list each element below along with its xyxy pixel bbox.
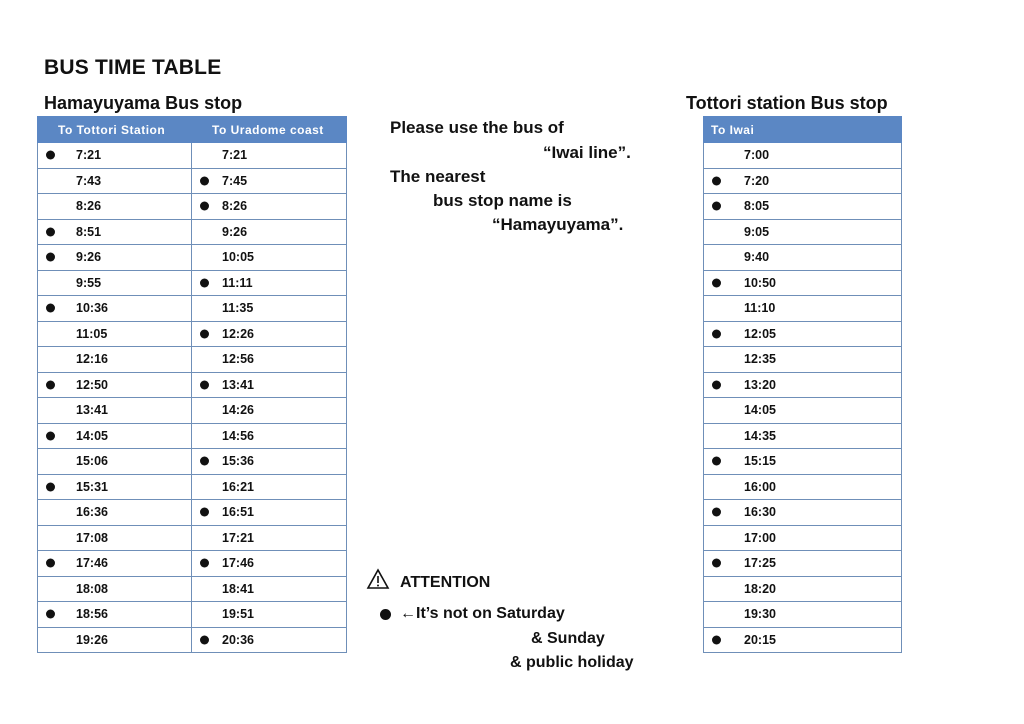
- table-row: [38, 423, 347, 449]
- time-cell-uradome: [192, 423, 347, 449]
- time-cell-iwai: [704, 245, 902, 271]
- time-cell-tottori: [38, 245, 192, 271]
- departure-time: 8:26: [76, 199, 102, 214]
- note-line-4: bus stop name is: [433, 191, 572, 210]
- time-cell-tottori: [38, 474, 192, 500]
- time-cell-uradome: [192, 551, 347, 577]
- departure-time: 9:55: [76, 275, 102, 290]
- left-stop-title: Hamayuyama Bus stop: [44, 93, 243, 113]
- departure-time: 7:21: [76, 148, 102, 163]
- weekday-only-dot-icon: [712, 380, 721, 389]
- header-to-tottori-station: To Tottori Station: [38, 117, 192, 143]
- weekday-only-dot-icon: [200, 380, 209, 389]
- time-cell-tottori: [38, 500, 192, 526]
- departure-time: 16:36: [76, 505, 108, 520]
- departure-time: 16:21: [222, 479, 254, 494]
- time-cell-tottori: [38, 321, 192, 347]
- weekday-only-dot-icon: [712, 457, 721, 466]
- table-row: [38, 245, 347, 271]
- departure-time: 9:40: [744, 250, 770, 265]
- time-cell-uradome: [192, 449, 347, 475]
- time-cell-iwai: [704, 347, 902, 373]
- table-row: [704, 474, 902, 500]
- legend-dot-icon: [380, 609, 391, 620]
- departure-time: 12:26: [222, 326, 254, 341]
- table-row: [38, 627, 347, 653]
- table-row: [38, 551, 347, 577]
- time-cell-iwai: [704, 525, 902, 551]
- departure-time: 9:26: [222, 224, 248, 239]
- time-cell-iwai: [704, 576, 902, 602]
- departure-time: 7:20: [744, 173, 770, 188]
- departure-time: 7:43: [76, 173, 102, 188]
- departure-time: 16:51: [222, 505, 254, 520]
- time-cell-uradome: [192, 245, 347, 271]
- table-row: [704, 423, 902, 449]
- note-line-2: “Iwai line”.: [543, 143, 631, 162]
- time-cell-tottori: [38, 270, 192, 296]
- departure-time: 18:56: [76, 607, 108, 622]
- weekday-only-dot-icon: [712, 508, 721, 517]
- weekday-only-dot-icon: [46, 253, 55, 262]
- weekday-only-dot-icon: [46, 482, 55, 491]
- time-cell-tottori: [38, 423, 192, 449]
- table-row: [38, 143, 347, 169]
- departure-time: 19:30: [744, 607, 776, 622]
- departure-time: 7:00: [744, 148, 770, 163]
- departure-time: 18:20: [744, 581, 776, 596]
- note-line-5: “Hamayuyama”.: [492, 215, 624, 234]
- weekday-only-dot-icon: [712, 202, 721, 211]
- table-row: [704, 194, 902, 220]
- weekday-only-dot-icon: [46, 304, 55, 313]
- time-cell-tottori: [38, 347, 192, 373]
- time-cell-tottori: [38, 449, 192, 475]
- departure-time: 14:35: [744, 428, 776, 443]
- departure-time: 16:30: [744, 505, 776, 520]
- time-cell-uradome: [192, 474, 347, 500]
- departure-time: 12:50: [76, 377, 108, 392]
- departure-time: 11:11: [222, 275, 253, 290]
- table-row: [704, 321, 902, 347]
- weekday-only-dot-icon: [200, 559, 209, 568]
- time-cell-uradome: [192, 372, 347, 398]
- table-row: [38, 296, 347, 322]
- weekday-only-dot-icon: [46, 559, 55, 568]
- time-cell-uradome: [192, 398, 347, 424]
- table-row: [704, 627, 902, 653]
- departure-time: 12:16: [76, 352, 108, 367]
- time-cell-uradome: [192, 296, 347, 322]
- table-row: [38, 347, 347, 373]
- time-cell-tottori: [38, 551, 192, 577]
- table-row: [704, 398, 902, 424]
- departure-time: 10:05: [222, 250, 254, 265]
- table-row: [704, 576, 902, 602]
- table-row: [38, 500, 347, 526]
- time-cell-iwai: [704, 296, 902, 322]
- departure-time: 19:51: [222, 607, 254, 622]
- right-timetable: [703, 116, 902, 653]
- time-cell-tottori: [38, 627, 192, 653]
- time-cell-tottori: [38, 219, 192, 245]
- table-row: [704, 372, 902, 398]
- table-row: [704, 551, 902, 577]
- weekday-only-dot-icon: [46, 227, 55, 236]
- departure-time: 20:15: [744, 632, 776, 647]
- weekday-only-dot-icon: [46, 610, 55, 619]
- weekday-only-dot-icon: [200, 635, 209, 644]
- weekday-only-dot-icon: [200, 329, 209, 338]
- weekday-only-dot-icon: [46, 151, 55, 160]
- time-cell-tottori: [38, 168, 192, 194]
- weekday-only-dot-icon: [200, 176, 209, 185]
- table-row: [38, 602, 347, 628]
- time-cell-tottori: [38, 602, 192, 628]
- departure-time: 8:51: [76, 224, 102, 239]
- table-row: [704, 168, 902, 194]
- time-cell-iwai: [704, 627, 902, 653]
- time-cell-iwai: [704, 321, 902, 347]
- departure-time: 10:50: [744, 275, 776, 290]
- weekday-only-dot-icon: [712, 176, 721, 185]
- time-cell-tottori: [38, 194, 192, 220]
- table-row: [38, 398, 347, 424]
- weekday-only-dot-icon: [712, 278, 721, 287]
- time-cell-iwai: [704, 270, 902, 296]
- time-cell-uradome: [192, 627, 347, 653]
- departure-time: 11:35: [222, 301, 254, 316]
- departure-time: 18:41: [222, 581, 254, 596]
- departure-time: 11:05: [76, 326, 108, 341]
- time-cell-iwai: [704, 474, 902, 500]
- time-cell-uradome: [192, 219, 347, 245]
- weekday-only-dot-icon: [46, 431, 55, 440]
- time-cell-iwai: [704, 194, 902, 220]
- time-cell-iwai: [704, 602, 902, 628]
- time-cell-uradome: [192, 576, 347, 602]
- time-cell-uradome: [192, 270, 347, 296]
- time-cell-tottori: [38, 296, 192, 322]
- attention-line-3: & public holiday: [510, 654, 634, 671]
- weekday-only-dot-icon: [200, 508, 209, 517]
- departure-time: 13:41: [222, 377, 254, 392]
- time-cell-tottori: [38, 525, 192, 551]
- departure-time: 10:36: [76, 301, 108, 316]
- attention-line-1: ←It’s not on Saturday: [400, 605, 565, 622]
- time-cell-iwai: [704, 168, 902, 194]
- time-cell-tottori: [38, 576, 192, 602]
- table-row: [38, 321, 347, 347]
- departure-time: 17:46: [76, 556, 108, 571]
- left-timetable: [37, 116, 347, 653]
- time-cell-tottori: [38, 143, 192, 169]
- departure-time: 17:08: [76, 530, 108, 545]
- table-row: [704, 296, 902, 322]
- table-row: [38, 219, 347, 245]
- time-cell-uradome: [192, 602, 347, 628]
- attention-line-2: & Sunday: [531, 630, 605, 647]
- departure-time: 13:41: [76, 403, 108, 418]
- time-cell-uradome: [192, 347, 347, 373]
- table-row: [704, 449, 902, 475]
- time-cell-iwai: [704, 551, 902, 577]
- departure-time: 14:05: [76, 428, 108, 443]
- table-row: [704, 270, 902, 296]
- time-cell-uradome: [192, 194, 347, 220]
- weekday-only-dot-icon: [200, 457, 209, 466]
- departure-time: 15:31: [76, 479, 108, 494]
- departure-time: 15:36: [222, 454, 254, 469]
- departure-time: 16:00: [744, 479, 776, 494]
- weekday-only-dot-icon: [46, 380, 55, 389]
- header-to-uradome-coast: To Uradome coast: [192, 117, 347, 143]
- departure-time: 13:20: [744, 377, 776, 392]
- departure-time: 8:05: [744, 199, 770, 214]
- weekday-only-dot-icon: [712, 559, 721, 568]
- departure-time: 12:05: [744, 326, 776, 341]
- departure-time: 17:00: [744, 530, 776, 545]
- weekday-only-dot-icon: [712, 635, 721, 644]
- departure-time: 17:21: [222, 530, 254, 545]
- table-row: [38, 194, 347, 220]
- weekday-only-dot-icon: [200, 202, 209, 211]
- page-title: BUS TIME TABLE: [44, 56, 222, 79]
- note-line-1: Please use the bus of: [390, 118, 564, 137]
- table-row: [38, 449, 347, 475]
- departure-time: 20:36: [222, 632, 254, 647]
- departure-time: 11:10: [744, 301, 776, 316]
- time-cell-iwai: [704, 500, 902, 526]
- table-row: [38, 576, 347, 602]
- departure-time: 9:26: [76, 250, 102, 265]
- weekday-only-dot-icon: [200, 278, 209, 287]
- table-row: [704, 219, 902, 245]
- departure-time: 15:06: [76, 454, 108, 469]
- departure-time: 15:15: [744, 454, 776, 469]
- time-cell-iwai: [704, 372, 902, 398]
- time-cell-iwai: [704, 449, 902, 475]
- warning-icon: [366, 568, 390, 590]
- time-cell-uradome: [192, 321, 347, 347]
- departure-time: 7:45: [222, 173, 248, 188]
- table-row: [38, 270, 347, 296]
- table-row: [704, 500, 902, 526]
- time-cell-tottori: [38, 372, 192, 398]
- table-row: [38, 372, 347, 398]
- departure-time: 8:26: [222, 199, 248, 214]
- departure-time: 7:21: [222, 148, 248, 163]
- table-row: [38, 168, 347, 194]
- time-cell-uradome: [192, 168, 347, 194]
- departure-time: 17:46: [222, 556, 254, 571]
- time-cell-iwai: [704, 143, 902, 169]
- time-cell-iwai: [704, 219, 902, 245]
- table-row: [704, 143, 902, 169]
- table-row: [38, 474, 347, 500]
- attention-title: ATTENTION: [400, 574, 491, 591]
- note-line-3: The nearest: [390, 167, 486, 186]
- departure-time: 9:05: [744, 224, 770, 239]
- time-cell-iwai: [704, 398, 902, 424]
- departure-time: 19:26: [76, 632, 108, 647]
- time-cell-uradome: [192, 143, 347, 169]
- time-cell-uradome: [192, 500, 347, 526]
- departure-time: 17:25: [744, 556, 776, 571]
- departure-time: 14:56: [222, 428, 254, 443]
- table-row: [704, 602, 902, 628]
- table-row: [704, 245, 902, 271]
- right-stop-title: Tottori station Bus stop: [686, 93, 888, 113]
- time-cell-tottori: [38, 398, 192, 424]
- departure-time: 14:26: [222, 403, 254, 418]
- header-to-iwai: To Iwai: [704, 117, 902, 143]
- departure-time: 14:05: [744, 403, 776, 418]
- table-row: [38, 525, 347, 551]
- weekday-only-dot-icon: [712, 329, 721, 338]
- time-cell-iwai: [704, 423, 902, 449]
- table-row: [704, 347, 902, 373]
- time-cell-uradome: [192, 525, 347, 551]
- departure-time: 18:08: [76, 581, 108, 596]
- departure-time: 12:35: [744, 352, 776, 367]
- departure-time: 12:56: [222, 352, 254, 367]
- table-row: [704, 525, 902, 551]
